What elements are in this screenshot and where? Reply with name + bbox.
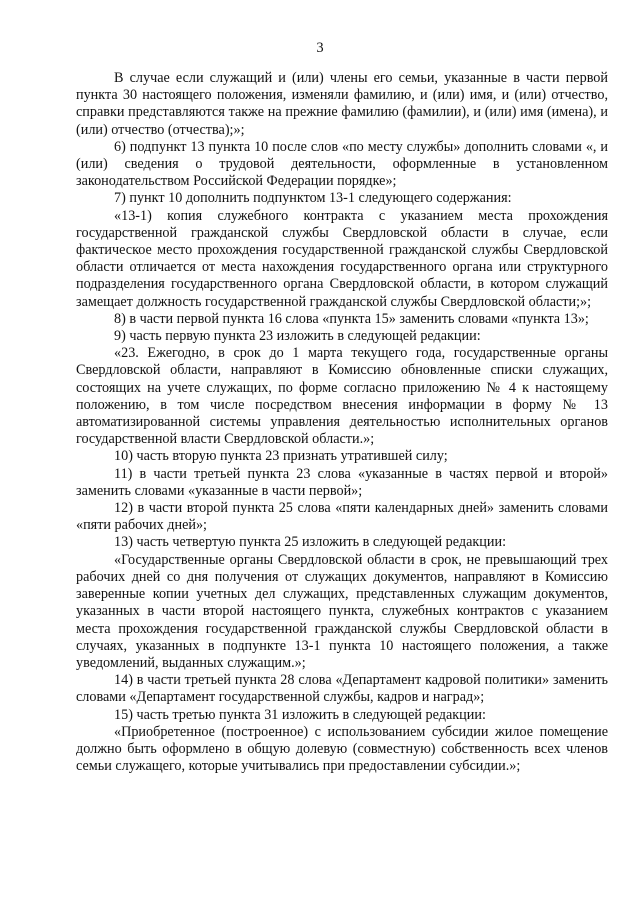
paragraph-12: «Государственные органы Свердловской области в срок, не превышающий трех рабочих дней со дня получения от служащих документов, направляют в Комиссию заверенные копии учетных дел служащих, представленных служащим документов, указанных в части второй настоящего пункта, служебных контрактов с указанием места прохождения государственной гражданской службы Свердловской области в случаях, указанных в подпункте 13-1 пункта 10 настоящего положения, а также уведомлений, выданных служащим.»;: [76, 551, 608, 671]
paragraph-5: 8) в части первой пункта 16 слова «пункта 15» заменить словами «пункта 13»;: [114, 310, 589, 327]
page-number: 3: [316, 40, 324, 56]
paragraph-14: 15) часть третью пункта 31 изложить в следующей редакции:: [114, 706, 486, 723]
paragraph-7: «23. Ежегодно, в срок до 1 марта текущего года, государственные органы Свердловской области, направляют в Комиссию обновленные списки служащих, состоящих на учете служащих, по форме согласно приложению № 4 к настоящему положению, в том числе посредством внесения информации в форму № 13 автоматизированной системы управления деятельностью исполнительных органов государственной власти Свердловской области.»;: [76, 345, 608, 448]
paragraph-1: В случае если служащий и (или) члены его семьи, указанные в части первой пункта 30 настоящего положения, изменяли фамилию, и (или) имя, и (или) отчество, справки представляются также на прежние фамилию (фамилии), и (или) имя (имена), и (или) отчество (отчества);»;: [76, 70, 608, 138]
paragraph-13: 14) в части третьей пункта 28 слова «Департамент кадровой политики» заменить словами «Департамент государственной службы, кадров и наград»;: [76, 672, 608, 706]
paragraph-8: 10) часть вторую пункта 23 признать утратившей силу;: [114, 448, 448, 465]
paragraph-3: 7) пункт 10 дополнить подпунктом 13-1 следующего содержания:: [114, 190, 512, 207]
paragraph-4: «13-1) копия служебного контракта с указанием места прохождения государственной гражданской службы Свердловской области в случае, если фактическое место прохождения государственной гражданской службы Свердловской области отличается от места нахождения государственного органа или структурного подразделения государственного органа Свердловской области, в котором служащий замещает должность государственной гражданской службы Свердловской области;»;: [76, 207, 608, 310]
paragraph-6: 9) часть первую пункта 23 изложить в следующей редакции:: [114, 328, 481, 345]
paragraph-10: 12) в части второй пункта 25 слова «пяти календарных дней» заменить словами «пяти рабочих дней»;: [76, 500, 608, 534]
paragraph-15: «Приобретенное (построенное) с использованием субсидии жилое помещение должно быть оформлено в общую долевую (совместную) собственность всех членов семьи служащего, которые учитывались при предоставлении субсидии.»;: [76, 723, 608, 775]
paragraph-2: 6) подпункт 13 пункта 10 после слов «по месту службы» дополнить словами «, и (или) сведения о трудовой деятельности, оформленные в установленном законодательством Российской Федерации порядке»;: [76, 138, 608, 190]
paragraph-9: 11) в части третьей пункта 23 слова «указанные в частях первой и второй» заменить словами «указанные в части первой»;: [76, 465, 608, 499]
paragraph-11: 13) часть четвертую пункта 25 изложить в следующей редакции:: [114, 534, 507, 551]
document-body: [76, 70, 608, 775]
